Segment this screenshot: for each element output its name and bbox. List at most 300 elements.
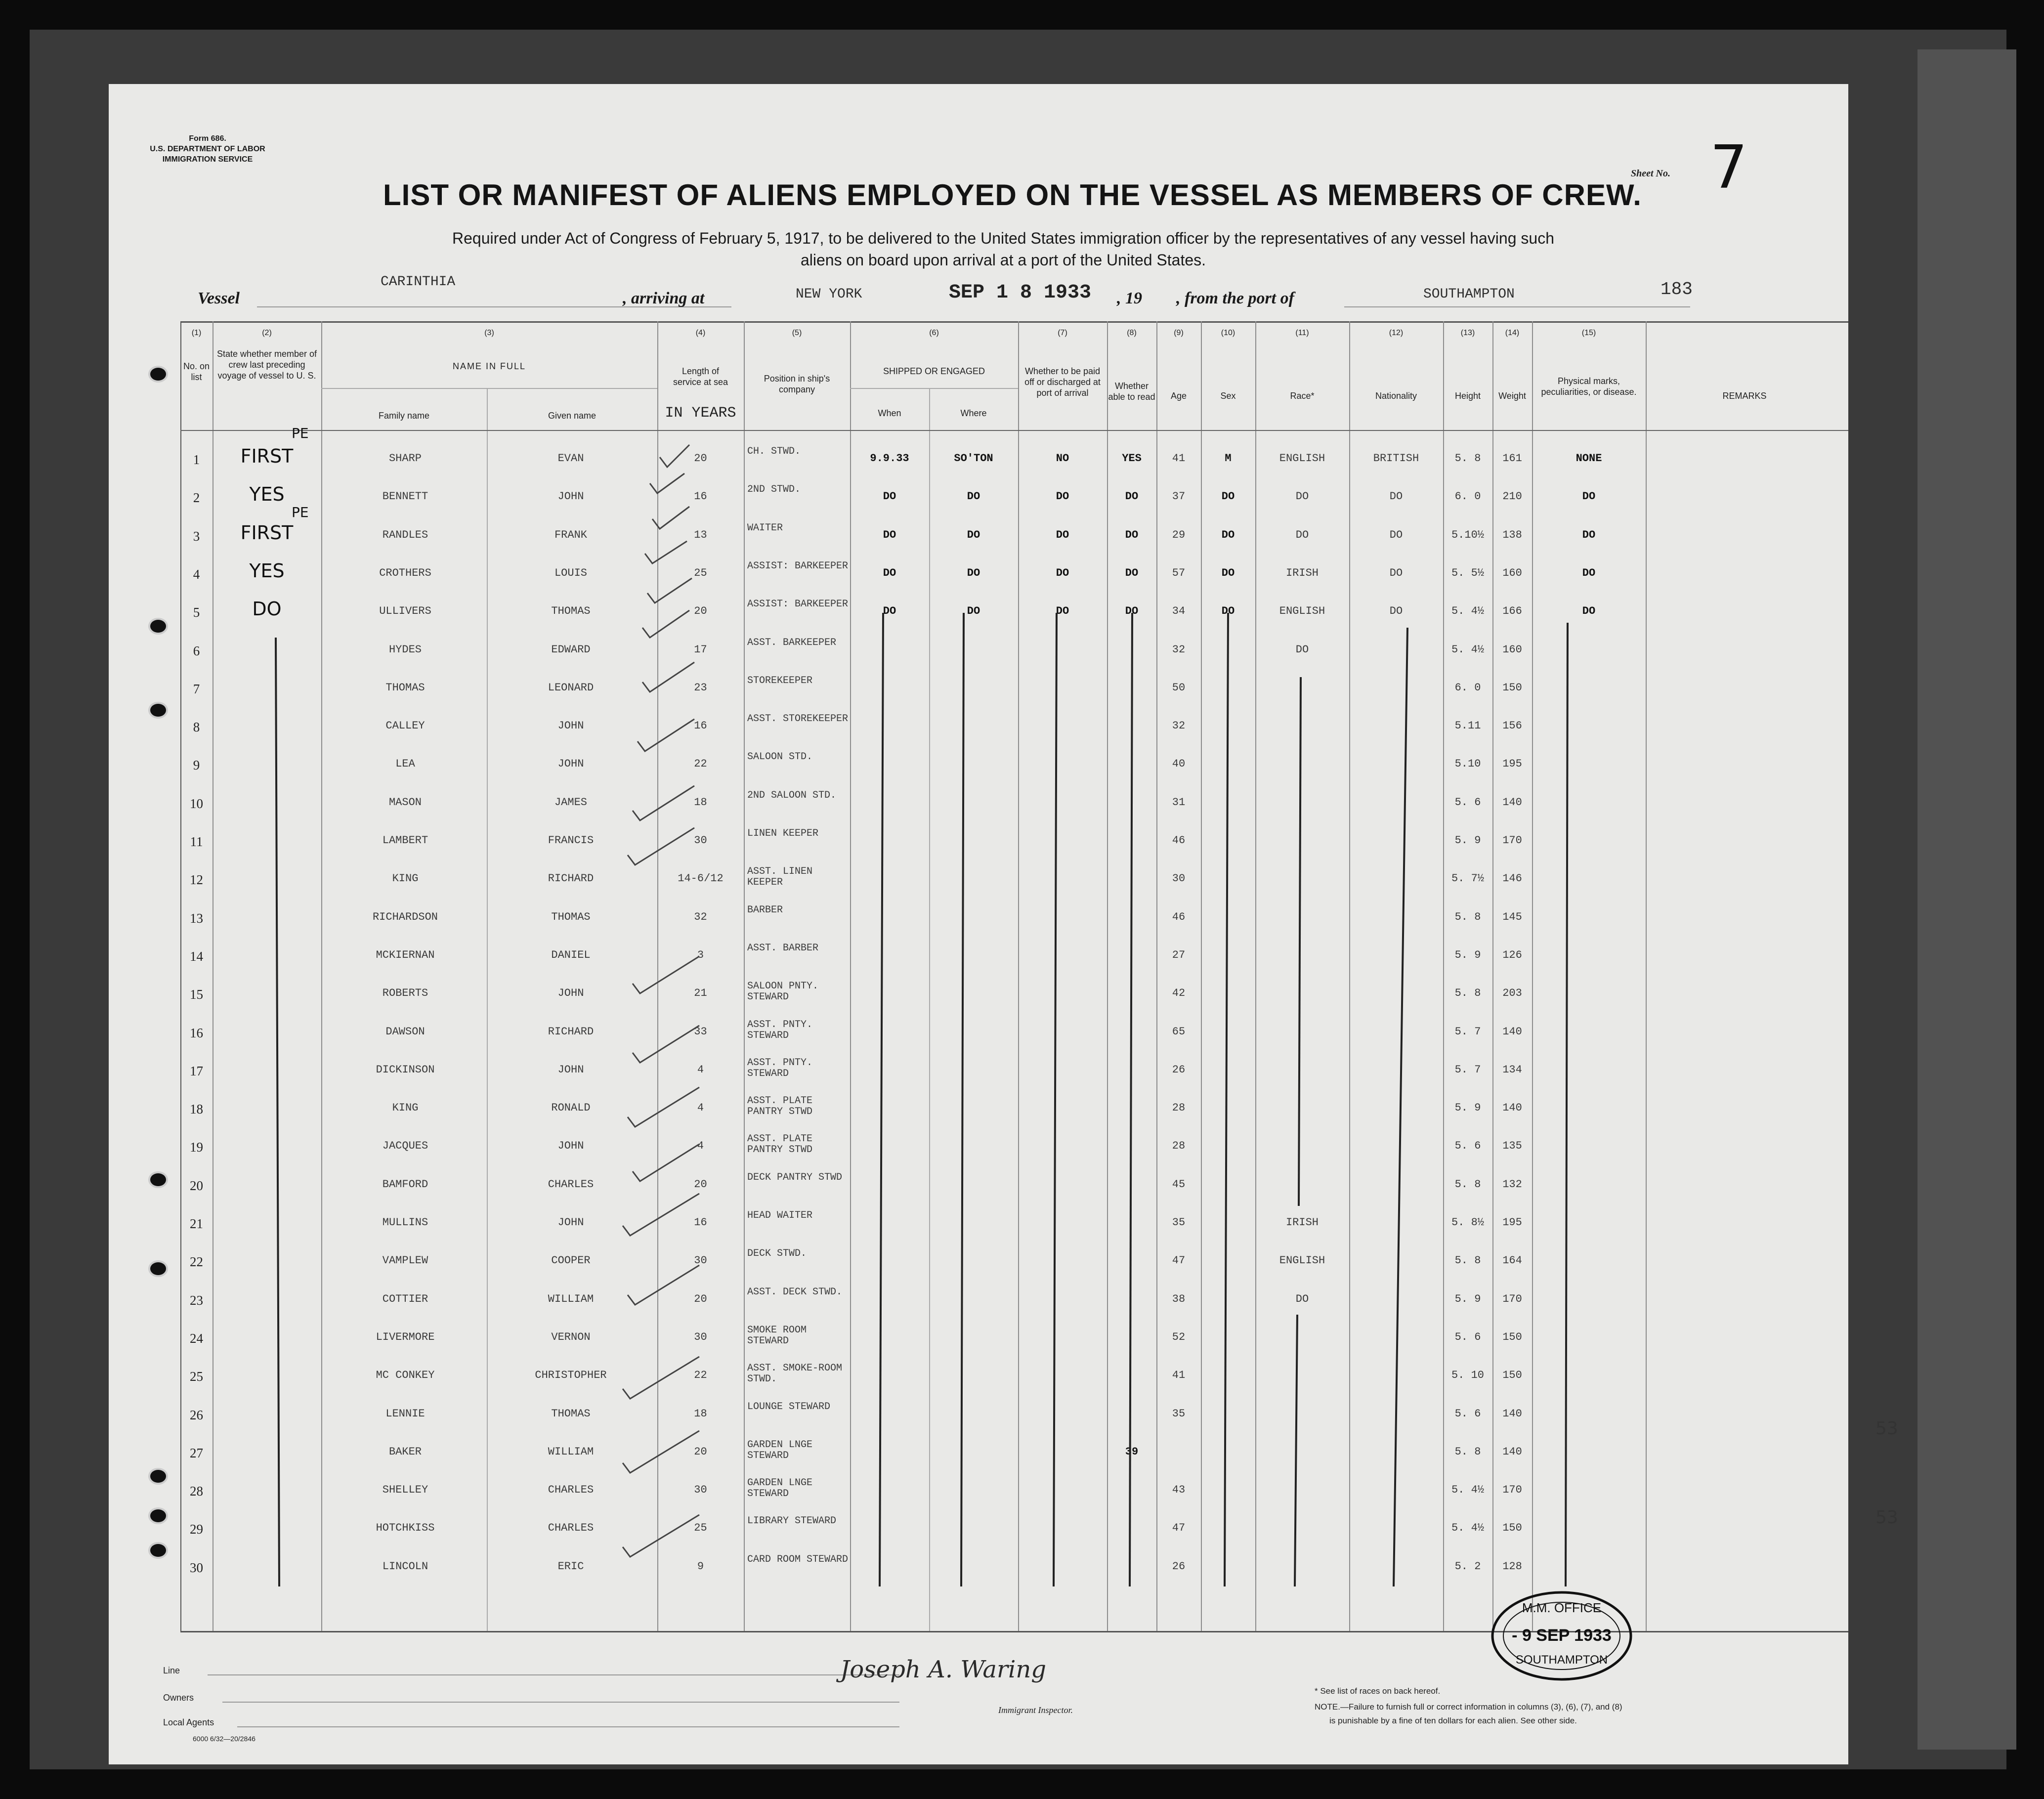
- cell-no: 3: [193, 528, 200, 544]
- cell-years: 3: [697, 948, 704, 961]
- header-years: IN YEARS: [665, 405, 736, 422]
- header-read: Whether able to read: [1108, 381, 1155, 402]
- form-number: Form 686.: [189, 134, 226, 143]
- cell-family: ROBERTS: [382, 987, 428, 1000]
- header-name: NAME IN FULL: [452, 361, 526, 371]
- cell-given: JOHN: [557, 490, 584, 503]
- cell-height: 5. 4½: [1451, 1522, 1484, 1535]
- cell-weight: 156: [1502, 720, 1522, 732]
- inspector-label: Immigrant Inspector.: [998, 1705, 1073, 1715]
- cell-race: DO: [1295, 528, 1309, 541]
- cell-age: 52: [1172, 1330, 1186, 1343]
- cell-no: 11: [190, 834, 203, 849]
- ditto-line: [276, 638, 279, 1586]
- cell-family: LEA: [395, 758, 415, 771]
- cell-height: 5. 9: [1454, 1292, 1481, 1305]
- cell-weight: 140: [1502, 1445, 1522, 1458]
- cell-family: HOTCHKISS: [376, 1522, 435, 1535]
- check-mark: [660, 445, 689, 467]
- cell-position: ASST. BARBER: [747, 942, 819, 954]
- cell-given: JAMES: [554, 796, 587, 809]
- cell-height: 5.10½: [1451, 528, 1484, 541]
- sheet-number: 7: [1710, 133, 1748, 202]
- cell-age: 40: [1172, 758, 1186, 771]
- cell-state: DO: [252, 598, 282, 620]
- cell-no: 14: [190, 948, 203, 964]
- cell-family: MCKIERNAN: [376, 948, 435, 961]
- cell-no: 26: [190, 1407, 203, 1422]
- cell-weight: 150: [1502, 1369, 1522, 1382]
- cell-years: 16: [694, 1216, 707, 1229]
- cell-weight: 166: [1502, 605, 1522, 618]
- cell-position: ASST. BARKEEPER: [747, 637, 837, 648]
- cell-age: 30: [1172, 872, 1186, 885]
- list-count: 183: [1661, 279, 1693, 300]
- cell-years: 33: [694, 1025, 707, 1038]
- cell-height: 5. 6: [1454, 796, 1481, 809]
- cell-age: 35: [1172, 1216, 1186, 1229]
- cell-weight: 146: [1502, 872, 1522, 885]
- col-num-7: (7): [1058, 329, 1067, 337]
- cell-no: 28: [190, 1484, 203, 1499]
- cell-given: COOPER: [551, 1254, 591, 1267]
- cell-race: DO: [1295, 1292, 1309, 1305]
- cell-years: 30: [694, 1330, 707, 1343]
- cell-read: 39: [1125, 1445, 1139, 1458]
- cell-weight: 170: [1502, 1484, 1522, 1497]
- stamp-bottom: SOUTHAMPTON: [1515, 1653, 1608, 1667]
- year-label: , 19: [1117, 289, 1142, 307]
- cell-no: 13: [190, 910, 203, 926]
- cell-age: 26: [1172, 1560, 1186, 1573]
- col-num-11: (11): [1295, 329, 1309, 337]
- cell-years: 20: [694, 1445, 707, 1458]
- cell-weight: 132: [1502, 1178, 1522, 1191]
- cell-weight: 134: [1502, 1063, 1522, 1076]
- cell-no: 18: [190, 1102, 203, 1117]
- cell-given: EDWARD: [551, 643, 591, 656]
- cell-where: DO: [967, 605, 980, 618]
- cell-given: JOHN: [557, 1216, 584, 1229]
- cell-given: LOUIS: [554, 566, 587, 579]
- cell-no: 20: [190, 1178, 203, 1193]
- cell-age: 41: [1172, 1369, 1186, 1382]
- cell-no: 27: [190, 1445, 203, 1460]
- ditto-line: [1295, 1315, 1297, 1586]
- cell-given: JOHN: [557, 1063, 584, 1076]
- header-paid: Whether to be paid off or discharged at port of arrival: [1024, 366, 1101, 398]
- header-age: Age: [1170, 391, 1187, 401]
- cell-family: JACQUES: [382, 1140, 428, 1153]
- cell-no: 23: [190, 1292, 203, 1308]
- cell-family: LIVERMORE: [376, 1330, 435, 1343]
- cell-weight: 170: [1502, 834, 1522, 847]
- header-sex: Sex: [1220, 391, 1236, 401]
- cell-given: LEONARD: [548, 681, 594, 694]
- penalty-note: NOTE.—Failure to furnish full or correct information in columns (3), (6), (7), and (8): [1315, 1702, 1622, 1712]
- cell-family: ULLIVERS: [379, 605, 431, 618]
- cell-no: 30: [190, 1560, 203, 1575]
- cell-position: SALOON PNTY. STEWARD: [747, 981, 819, 1003]
- cell-no: 29: [190, 1522, 203, 1537]
- header-weight: Weight: [1498, 391, 1526, 401]
- cell-nationality: DO: [1389, 605, 1403, 618]
- cell-years: 16: [694, 720, 707, 732]
- ditto-line: [880, 613, 883, 1586]
- cell-position: BARBER: [747, 904, 783, 916]
- cell-position: ASST. DECK STWD.: [747, 1286, 843, 1298]
- cell-age: 29: [1172, 528, 1186, 541]
- cell-read: DO: [1125, 605, 1139, 618]
- cell-age: 28: [1172, 1140, 1186, 1153]
- check-mark: [645, 541, 687, 563]
- cell-years: 20: [694, 452, 707, 465]
- cell-family: BAMFORD: [382, 1178, 428, 1191]
- col-num-8: (8): [1127, 329, 1137, 337]
- from-port-label: , from the port of: [1176, 289, 1294, 307]
- cell-race: ENGLISH: [1279, 605, 1325, 618]
- check-mark: [623, 1194, 699, 1236]
- mm-office-stamp: [1488, 1586, 1636, 1685]
- cell-given: RICHARD: [548, 1025, 594, 1038]
- cell-where: SO'TON: [954, 452, 993, 465]
- cell-family: SHARP: [388, 452, 422, 465]
- cell-no: 25: [190, 1369, 203, 1384]
- check-mark: [652, 507, 689, 529]
- col-num-10: (10): [1221, 329, 1235, 337]
- service: IMMIGRATION SERVICE: [162, 155, 253, 164]
- vessel-name: CARINTHIA: [381, 274, 456, 290]
- pe-mark: PE: [292, 425, 309, 441]
- cell-state: FIRST: [240, 521, 294, 544]
- races-note: * See list of races on back hereof.: [1315, 1686, 1441, 1696]
- cell-weight: 195: [1502, 1216, 1522, 1229]
- check-mark: [623, 1431, 699, 1473]
- cell-weight: 138: [1502, 528, 1522, 541]
- cell-family: MASON: [388, 796, 422, 809]
- cell-no: 1: [193, 452, 200, 467]
- cell-state: YES: [249, 559, 285, 582]
- cell-given: THOMAS: [551, 1407, 591, 1420]
- cell-when: 9.9.33: [870, 452, 909, 465]
- cell-age: 31: [1172, 796, 1186, 809]
- col-num-1: (1): [191, 329, 202, 337]
- ditto-line: [1299, 677, 1301, 1206]
- cell-height: 5. 7: [1454, 1025, 1481, 1038]
- header-height: Height: [1454, 391, 1481, 401]
- cell-position: GARDEN LNGE STEWARD: [747, 1439, 813, 1461]
- cell-given: ERIC: [557, 1560, 584, 1573]
- cell-paid: NO: [1056, 452, 1069, 465]
- cell-years: 32: [694, 910, 707, 923]
- cell-position: ASST. PNTY. STEWARD: [747, 1057, 813, 1079]
- cell-years: 30: [694, 1484, 707, 1497]
- cell-given: VERNON: [551, 1330, 591, 1343]
- cell-years: 18: [694, 1407, 707, 1420]
- cell-given: WILLIAM: [548, 1292, 594, 1305]
- cell-weight: 150: [1502, 681, 1522, 694]
- cell-position: LINEN KEEPER: [747, 828, 819, 839]
- stamp-top: M.M. OFFICE: [1522, 1600, 1602, 1615]
- cell-race: DO: [1295, 490, 1309, 503]
- cell-family: KING: [392, 1102, 419, 1114]
- cell-paid: DO: [1056, 605, 1069, 618]
- cell-weight: 164: [1502, 1254, 1522, 1267]
- ditto-line: [1130, 613, 1132, 1586]
- cell-given: RICHARD: [548, 872, 594, 885]
- inspector-signature: Joseph A. Waring: [840, 1656, 1046, 1683]
- ditto-line: [1394, 628, 1407, 1586]
- cell-family: KING: [392, 872, 419, 885]
- cell-no: 10: [190, 796, 203, 811]
- check-mark: [623, 1357, 699, 1399]
- cell-when: DO: [883, 528, 896, 541]
- cell-weight: 140: [1502, 1102, 1522, 1114]
- cell-height: 5. 7½: [1451, 872, 1484, 885]
- cell-age: 41: [1172, 452, 1186, 465]
- col-num-13: (13): [1460, 329, 1475, 337]
- cell-weight: 170: [1502, 1292, 1522, 1305]
- col-num-14: (14): [1505, 329, 1520, 337]
- cell-age: 35: [1172, 1407, 1186, 1420]
- cell-height: 5. 8: [1454, 910, 1481, 923]
- subtitle-line-2: aliens on board upon arrival at a port of the United States.: [800, 251, 1206, 269]
- cell-read: DO: [1125, 490, 1139, 503]
- margin-number: 53: [1875, 1507, 1898, 1528]
- cell-height: 5. 5½: [1451, 566, 1484, 579]
- cell-family: RICHARDSON: [372, 910, 438, 923]
- col-num-6: (6): [929, 329, 939, 337]
- cell-position: STOREKEEPER: [747, 675, 813, 686]
- cell-height: 5. 7: [1454, 1063, 1481, 1076]
- cell-no: 2: [193, 490, 200, 506]
- cell-years: 4: [697, 1140, 704, 1153]
- cell-position: ASST. PLATE PANTRY STWD: [747, 1133, 813, 1156]
- cell-family: DICKINSON: [376, 1063, 435, 1076]
- cell-height: 5.11: [1454, 720, 1481, 732]
- cell-years: 14-6/12: [678, 872, 724, 885]
- cell-family: CALLEY: [385, 720, 425, 732]
- cell-when: DO: [883, 566, 896, 579]
- cell-given: EVAN: [557, 452, 584, 465]
- cell-given: CHARLES: [548, 1178, 594, 1191]
- cell-position: 2ND SALOON STD.: [747, 789, 837, 801]
- cell-no: 22: [190, 1254, 203, 1270]
- cell-given: THOMAS: [551, 605, 591, 618]
- cell-paid: DO: [1056, 528, 1069, 541]
- cell-years: 4: [697, 1063, 704, 1076]
- cell-weight: 135: [1502, 1140, 1522, 1153]
- check-mark: [628, 1265, 699, 1305]
- cell-family: BENNETT: [382, 490, 428, 503]
- cell-height: 5. 2: [1454, 1560, 1481, 1573]
- cell-no: 7: [193, 681, 200, 696]
- cell-weight: 210: [1502, 490, 1522, 503]
- cell-paid: DO: [1056, 490, 1069, 503]
- cell-given: CHARLES: [548, 1484, 594, 1497]
- cell-given: FRANK: [554, 528, 587, 541]
- cell-race: IRISH: [1285, 566, 1319, 579]
- cell-height: 5. 8: [1454, 452, 1481, 465]
- cell-years: 16: [694, 490, 707, 503]
- cell-read: YES: [1122, 452, 1142, 465]
- cell-given: JOHN: [557, 1140, 584, 1153]
- cell-weight: 150: [1502, 1330, 1522, 1343]
- check-mark: [633, 1026, 699, 1063]
- cell-weight: 140: [1502, 796, 1522, 809]
- header-shipped: SHIPPED OR ENGAGED: [883, 366, 985, 376]
- cell-nationality: DO: [1389, 566, 1403, 579]
- cell-family: BAKER: [388, 1445, 422, 1458]
- cell-height: 5. 9: [1454, 834, 1481, 847]
- cell-no: 8: [193, 720, 200, 735]
- cell-race: ENGLISH: [1279, 1254, 1325, 1267]
- cell-marks: NONE: [1576, 452, 1602, 465]
- cell-age: 46: [1172, 834, 1186, 847]
- cell-years: 9: [697, 1560, 704, 1573]
- cell-family: DAWSON: [385, 1025, 425, 1038]
- header-nationality: Nationality: [1375, 391, 1417, 401]
- cell-years: 4: [697, 1102, 704, 1114]
- header-where: Where: [960, 408, 987, 418]
- cell-years: 18: [694, 796, 707, 809]
- pe-mark: PE: [292, 504, 309, 520]
- cell-years: 23: [694, 681, 707, 694]
- cell-given: CHARLES: [548, 1522, 594, 1535]
- cell-age: 38: [1172, 1292, 1186, 1305]
- cell-family: LENNIE: [385, 1407, 425, 1420]
- cell-weight: 150: [1502, 1522, 1522, 1535]
- cell-race: ENGLISH: [1279, 452, 1325, 465]
- cell-given: WILLIAM: [548, 1445, 594, 1458]
- col-num-4: (4): [695, 329, 706, 337]
- cell-no: 5: [193, 605, 200, 620]
- header-family: Family name: [378, 411, 430, 421]
- cell-position: LOUNGE STEWARD: [747, 1401, 831, 1413]
- cell-height: 5. 4½: [1451, 605, 1484, 618]
- cell-height: 6. 0: [1454, 681, 1481, 694]
- header-position: Position in ship's company: [764, 374, 830, 394]
- cell-years: 20: [694, 1178, 707, 1191]
- check-mark: [628, 1087, 699, 1127]
- cell-position: ASST. PLATE PANTRY STWD: [747, 1095, 813, 1118]
- cell-age: 47: [1172, 1254, 1186, 1267]
- cell-given: JOHN: [557, 758, 584, 771]
- cell-sex: DO: [1221, 490, 1235, 503]
- cell-sex: M: [1225, 452, 1232, 465]
- cell-age: 57: [1172, 566, 1186, 579]
- cell-family: COTTIER: [382, 1292, 428, 1305]
- cell-height: 5. 6: [1454, 1140, 1481, 1153]
- cell-paid: DO: [1056, 566, 1069, 579]
- cell-weight: 161: [1502, 452, 1522, 465]
- cell-nationality: DO: [1389, 490, 1403, 503]
- cell-nationality: DO: [1389, 528, 1403, 541]
- col-num-3: (3): [484, 329, 494, 337]
- cell-where: DO: [967, 490, 980, 503]
- cell-weight: 126: [1502, 948, 1522, 961]
- cell-given: CHRISTOPHER: [535, 1369, 607, 1382]
- cell-height: 5. 8: [1454, 987, 1481, 1000]
- col-num-12: (12): [1389, 329, 1404, 337]
- cell-marks: DO: [1582, 528, 1596, 541]
- cell-given: JOHN: [557, 720, 584, 732]
- manifest-title: LIST OR MANIFEST OF ALIENS EMPLOYED ON THE VESSEL AS MEMBERS OF CREW.: [383, 178, 1642, 212]
- col-num-15: (15): [1581, 329, 1596, 337]
- cell-age: 65: [1172, 1025, 1186, 1038]
- cell-given: JOHN: [557, 987, 584, 1000]
- cell-when: DO: [883, 490, 896, 503]
- cell-years: 20: [694, 1292, 707, 1305]
- cell-family: RANDLES: [382, 528, 428, 541]
- cell-position: 2ND STWD.: [747, 484, 801, 496]
- cell-state: YES: [249, 483, 285, 506]
- cell-height: 5. 8: [1454, 1178, 1481, 1191]
- cell-years: 13: [694, 528, 707, 541]
- cell-position: GARDEN LNGE STEWARD: [747, 1477, 813, 1500]
- cell-years: 17: [694, 643, 707, 656]
- check-mark: [642, 610, 689, 638]
- cell-years: 30: [694, 1254, 707, 1267]
- vessel-label: Vessel: [198, 289, 240, 307]
- line-label: Line: [163, 1666, 180, 1675]
- cell-age: 32: [1172, 720, 1186, 732]
- cell-no: 9: [193, 758, 200, 773]
- check-mark: [633, 786, 694, 820]
- check-mark: [647, 578, 692, 603]
- cell-age: 42: [1172, 987, 1186, 1000]
- cell-when: DO: [883, 605, 896, 618]
- check-mark: [650, 473, 684, 493]
- cell-sex: DO: [1221, 566, 1235, 579]
- cell-height: 5. 6: [1454, 1330, 1481, 1343]
- cell-weight: 140: [1502, 1407, 1522, 1420]
- cell-height: 5. 9: [1454, 948, 1481, 961]
- cell-family: LAMBERT: [382, 834, 428, 847]
- penalty-note-2: is punishable by a fine of ten dollars for each alien. See other side.: [1329, 1716, 1577, 1725]
- cell-position: SALOON STD.: [747, 751, 813, 763]
- cell-age: 43: [1172, 1484, 1186, 1497]
- header-given: Given name: [548, 411, 596, 421]
- cell-family: MC CONKEY: [376, 1369, 435, 1382]
- cell-family: LINCOLN: [382, 1560, 428, 1573]
- cell-age: 37: [1172, 490, 1186, 503]
- cell-position: CARD ROOM STEWARD: [747, 1553, 849, 1565]
- ditto-line: [1054, 613, 1057, 1586]
- cell-age: 34: [1172, 605, 1186, 618]
- cell-years: 22: [694, 758, 707, 771]
- cell-age: 26: [1172, 1063, 1186, 1076]
- cell-years: 22: [694, 1369, 707, 1382]
- cell-given: FRANCIS: [548, 834, 594, 847]
- manifest-sheet: [109, 84, 1898, 1764]
- cell-height: 5. 6: [1454, 1407, 1481, 1420]
- agents-label: Local Agents: [163, 1717, 214, 1727]
- cell-given: RONALD: [551, 1102, 591, 1114]
- cell-years: 25: [694, 566, 707, 579]
- cell-where: DO: [967, 528, 980, 541]
- cell-position: ASST. STOREKEEPER: [747, 713, 849, 725]
- header-service: Length of service at sea: [673, 366, 728, 387]
- cell-given: DANIEL: [551, 948, 591, 961]
- cell-position: ASSIST: BARKEEPER: [747, 599, 849, 610]
- cell-weight: 128: [1502, 1560, 1522, 1573]
- cell-no: 21: [190, 1216, 203, 1231]
- cell-no: 15: [190, 987, 203, 1002]
- cell-age: 27: [1172, 948, 1186, 961]
- col-num-5: (5): [792, 329, 802, 337]
- cell-family: MULLINS: [382, 1216, 428, 1229]
